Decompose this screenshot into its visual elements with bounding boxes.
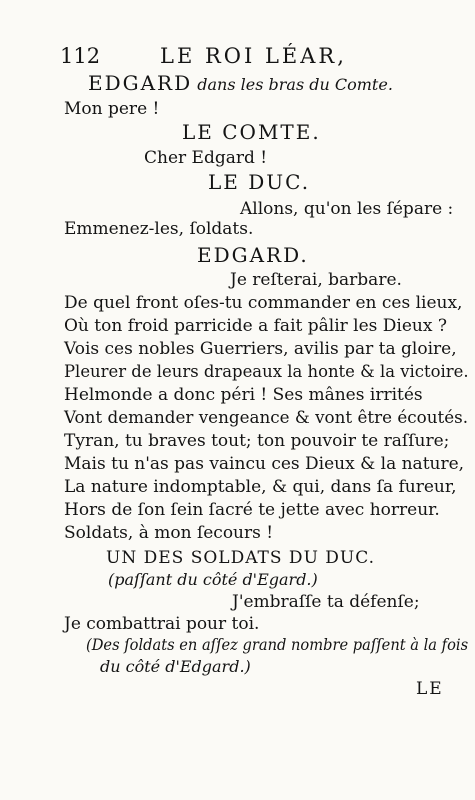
page-number: 112 (60, 44, 101, 68)
stage-direction: du côté d'Edgard.) (100, 657, 251, 676)
verse-line: Je combattrai pour toi. (64, 614, 260, 634)
catchword: LE (416, 679, 444, 699)
verse-line: Vois ces nobles Guerriers, avilis par ta gloire, (64, 339, 457, 359)
verse-line: Emmenez-les, ſoldats. (64, 219, 254, 239)
stage-direction: (Des ſoldats en aſſez grand nombre paſſent à la fois (86, 635, 469, 654)
verse-line: Mon pere ! (64, 99, 160, 119)
verse-line: Tyran, tu braves tout; ton pouvoir te raſſure; (64, 431, 450, 451)
stage-direction: dans les bras du Comte. (197, 75, 393, 94)
verse-line: Je reſterai, barbare. (230, 270, 402, 290)
verse-line: Mais tu n'as pas vaincu ces Dieux & la nature, (64, 454, 465, 474)
speaker-name: EDGARD (88, 71, 193, 95)
speaker-name: LE DUC. (208, 170, 311, 194)
verse-line: De quel front oſes-tu commander en ces lieux, (64, 293, 463, 313)
verse-line: Allons, qu'on les ſépare : (240, 199, 454, 219)
verse-line: Vont demander vengeance & vont être écoutés. (64, 408, 469, 428)
verse-line: La nature indomptable, & qui, dans ſa fureur, (64, 477, 457, 497)
verse-line: Hors de ſon ſein ſacré te jette avec horreur. (64, 500, 440, 520)
speaker-name: UN DES SOLDATS DU DUC. (106, 548, 376, 568)
verse-line: Soldats, à mon ſecours ! (64, 523, 274, 543)
verse-line: J'embraſſe ta défenſe; (232, 592, 420, 612)
verse-line: Pleurer de leurs drapeaux la honte & la victoire. (64, 362, 469, 382)
stage-direction: (paſſant du côté d'Egard.) (108, 570, 318, 589)
running-title: LE ROI LÉAR, (160, 44, 347, 68)
speaker-name: LE COMTE. (182, 120, 321, 144)
speaker-name: EDGARD. (197, 243, 309, 267)
verse-line: Où ton froid parricide a fait pâlir les Dieux ? (64, 316, 447, 336)
speaker-line (88, 73, 393, 93)
verse-line: Helmonde a donc péri ! Ses mânes irrités (64, 385, 423, 405)
verse-line: Cher Edgard ! (144, 148, 268, 168)
